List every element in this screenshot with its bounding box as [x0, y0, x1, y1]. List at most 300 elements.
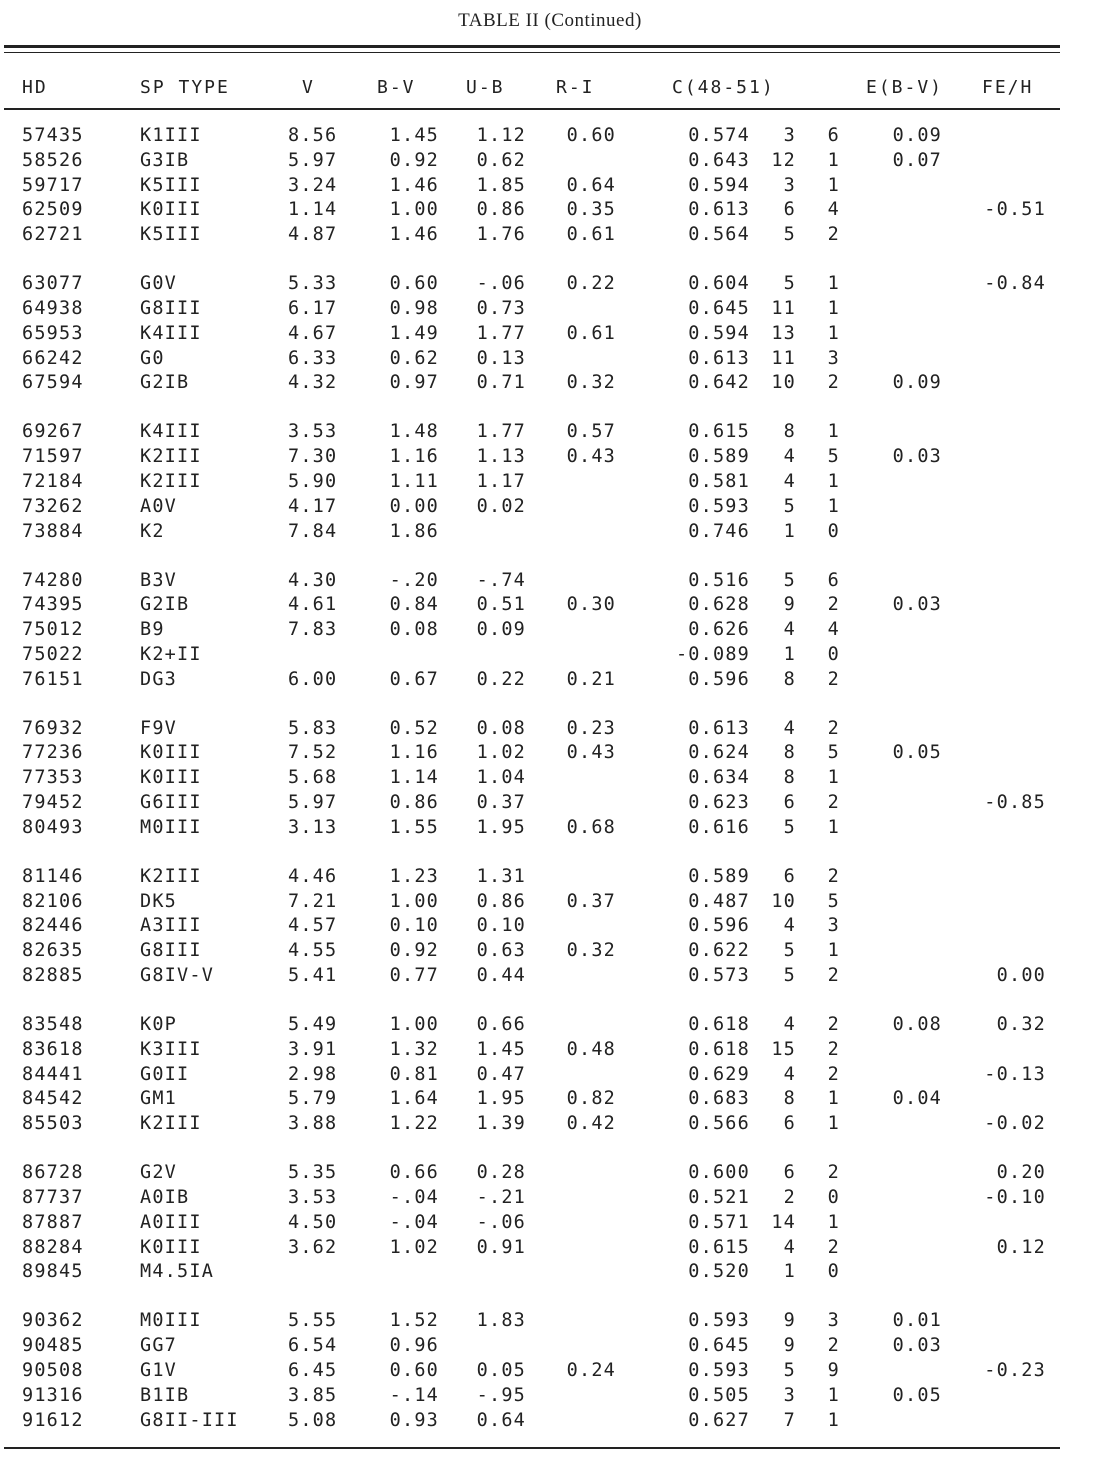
cell-b-v: 0.60 [389, 273, 439, 295]
cell-v: 4.32 [288, 372, 338, 394]
cell-sp-type: K0III [140, 199, 202, 221]
cell-sp-type: A3III [140, 915, 202, 937]
cell-c48-51: 0.618 [688, 1038, 750, 1060]
col-header-hd: HD [22, 77, 48, 98]
cell-c-count-2: 1 [827, 1384, 840, 1406]
cell-fe-h: -0.02 [984, 1113, 1046, 1135]
cell-b-v: 0.52 [389, 717, 439, 739]
cell-b-v: 0.77 [389, 965, 439, 987]
cell-hd: 81146 [22, 865, 84, 887]
cell-sp-type: G1V [140, 1359, 178, 1381]
table-body [0, 124, 1100, 1433]
cell-r-i: 0.42 [566, 1113, 616, 1135]
cell-hd: 76151 [22, 668, 84, 690]
cell-hd: 66242 [22, 347, 84, 369]
cell-c48-51: 0.623 [688, 792, 750, 814]
table-row [0, 643, 1100, 668]
cell-c-count-2: 0 [827, 1187, 840, 1208]
cell-b-v: 0.86 [389, 792, 439, 814]
cell-sp-type: K2III [140, 470, 202, 492]
cell-r-i: 0.30 [566, 594, 616, 616]
cell-u-b: 1.77 [476, 322, 526, 344]
cell-sp-type: G2V [140, 1162, 178, 1184]
cell-c48-51: 0.634 [688, 767, 750, 789]
cell-v: 6.33 [288, 347, 338, 369]
cell-c-count-2: 5 [827, 742, 840, 764]
cell-fe-h: -0.51 [984, 199, 1046, 221]
cell-r-i: 0.37 [566, 890, 616, 912]
cell-c48-51: 0.645 [688, 1335, 750, 1357]
cell-u-b: 0.62 [476, 149, 526, 171]
cell-r-i: 0.48 [566, 1038, 616, 1060]
cell-c-count-1: 1 [783, 643, 796, 665]
cell-c48-51: 0.615 [688, 1236, 750, 1258]
cell-b-v: 1.45 [389, 125, 439, 146]
cell-sp-type: K2+II [140, 643, 202, 665]
cell-v: 7.84 [288, 520, 338, 542]
cell-v: 6.54 [288, 1335, 338, 1357]
cell-fe-h: 0.00 [996, 965, 1046, 987]
cell-b-v: 0.62 [389, 347, 439, 369]
cell-e-b-v: 0.05 [892, 742, 942, 764]
cell-c-count-1: 4 [783, 446, 796, 468]
cell-u-b: -.74 [476, 569, 526, 591]
cell-u-b: 0.02 [476, 495, 526, 517]
cell-hd: 90485 [22, 1335, 84, 1357]
cell-b-v: 0.96 [389, 1335, 439, 1357]
table-row [0, 1186, 1100, 1211]
cell-r-i: 0.68 [566, 816, 616, 838]
cell-c48-51: 0.643 [688, 149, 750, 171]
cell-b-v: 1.16 [389, 742, 439, 764]
cell-v: 4.67 [288, 322, 338, 344]
cell-b-v: 0.67 [389, 668, 439, 690]
cell-b-v: 0.92 [389, 940, 439, 962]
cell-c-count-2: 1 [827, 149, 840, 171]
cell-sp-type: K0III [140, 767, 202, 789]
table-row [0, 1211, 1100, 1236]
cell-hd: 91316 [22, 1384, 84, 1406]
cell-sp-type: G0II [140, 1063, 190, 1085]
cell-u-b: 0.86 [476, 199, 526, 221]
cell-r-i: 0.60 [566, 125, 616, 146]
cell-b-v: 1.48 [389, 421, 439, 443]
table-row [0, 618, 1100, 643]
cell-r-i: 0.64 [566, 174, 616, 196]
cell-c-count-1: 3 [783, 1384, 796, 1406]
cell-c-count-1: 5 [783, 816, 796, 838]
cell-v: 5.33 [288, 273, 338, 295]
cell-v: 7.52 [288, 742, 338, 764]
table-row [0, 124, 1100, 149]
cell-b-v: 1.00 [389, 1014, 439, 1036]
cell-r-i: 0.23 [566, 717, 616, 739]
cell-c-count-2: 1 [827, 1088, 840, 1110]
cell-fe-h: -0.13 [984, 1063, 1046, 1085]
table-row [0, 1236, 1100, 1261]
cell-sp-type: K2III [140, 1113, 202, 1135]
cell-v: 3.62 [288, 1236, 338, 1258]
cell-r-i: 0.32 [566, 372, 616, 394]
table-row [0, 569, 1100, 594]
cell-c-count-2: 6 [827, 569, 840, 591]
cell-c48-51: 0.604 [688, 273, 750, 295]
cell-fe-h: 0.32 [996, 1014, 1046, 1036]
cell-c-count-1: 5 [783, 224, 796, 246]
cell-c48-51: 0.613 [688, 199, 750, 221]
table-row [0, 445, 1100, 470]
cell-u-b: 0.09 [476, 619, 526, 641]
cell-b-v: 1.02 [389, 1236, 439, 1258]
table-row [0, 174, 1100, 199]
cell-v: 5.55 [288, 1310, 338, 1332]
cell-c48-51: 0.566 [688, 1113, 750, 1135]
cell-e-b-v: 0.09 [892, 372, 942, 394]
cell-hd: 83548 [22, 1014, 84, 1036]
cell-hd: 84441 [22, 1063, 84, 1085]
cell-c-count-2: 3 [827, 347, 840, 369]
cell-b-v: 1.46 [389, 224, 439, 246]
cell-c48-51: 0.615 [688, 421, 750, 443]
cell-c48-51: -0.089 [675, 643, 750, 665]
cell-c-count-1: 5 [783, 940, 796, 962]
cell-c-count-2: 6 [827, 125, 840, 146]
cell-b-v: 0.98 [389, 297, 439, 319]
cell-v: 3.53 [288, 421, 338, 443]
cell-u-b: 1.83 [476, 1310, 526, 1332]
table-row [0, 964, 1100, 989]
cell-u-b: -.21 [476, 1187, 526, 1208]
cell-u-b: 0.05 [476, 1359, 526, 1381]
cell-b-v: 0.97 [389, 372, 439, 394]
cell-c-count-1: 4 [783, 1063, 796, 1085]
cell-c-count-2: 2 [827, 372, 840, 394]
cell-hd: 75012 [22, 619, 84, 641]
cell-sp-type: GG7 [140, 1335, 178, 1357]
top-rule-thick [4, 45, 1060, 48]
cell-v: 4.30 [288, 569, 338, 591]
cell-c-count-2: 1 [827, 470, 840, 492]
cell-sp-type: M0III [140, 816, 202, 838]
cell-b-v: 0.66 [389, 1162, 439, 1184]
cell-v: 7.21 [288, 890, 338, 912]
cell-u-b: 1.13 [476, 446, 526, 468]
cell-hd: 62509 [22, 199, 84, 221]
cell-r-i: 0.32 [566, 940, 616, 962]
cell-u-b: 0.86 [476, 890, 526, 912]
cell-u-b: 0.63 [476, 940, 526, 962]
cell-hd: 59717 [22, 174, 84, 196]
cell-fe-h: -0.23 [984, 1359, 1046, 1381]
table-row [0, 470, 1100, 495]
cell-c-count-2: 1 [827, 322, 840, 344]
cell-r-i: 0.61 [566, 322, 616, 344]
cell-c-count-1: 4 [783, 1014, 796, 1036]
header-rule [4, 108, 1060, 110]
cell-b-v: 1.16 [389, 446, 439, 468]
cell-c-count-2: 3 [827, 1310, 840, 1332]
cell-c-count-1: 8 [783, 421, 796, 443]
cell-e-b-v: 0.09 [892, 125, 942, 146]
cell-c-count-2: 2 [827, 1038, 840, 1060]
cell-u-b: -.95 [476, 1384, 526, 1406]
cell-sp-type: B1IB [140, 1384, 190, 1406]
table-row [0, 1087, 1100, 1112]
cell-b-v: 1.52 [389, 1310, 439, 1332]
cell-hd: 84542 [22, 1088, 84, 1110]
cell-b-v: 1.64 [389, 1088, 439, 1110]
cell-b-v: -.04 [389, 1211, 439, 1233]
cell-c48-51: 0.622 [688, 940, 750, 962]
top-rule-thin [4, 52, 1060, 53]
cell-c-count-2: 2 [827, 594, 840, 616]
cell-hd: 64938 [22, 297, 84, 319]
cell-c-count-2: 1 [827, 1409, 840, 1431]
cell-v: 5.08 [288, 1409, 338, 1431]
cell-c-count-1: 4 [783, 619, 796, 641]
cell-c48-51: 0.593 [688, 1310, 750, 1332]
cell-c-count-2: 1 [827, 1113, 840, 1135]
cell-u-b: 1.95 [476, 816, 526, 838]
cell-sp-type: G0V [140, 273, 178, 295]
cell-hd: 74280 [22, 569, 84, 591]
cell-v: 2.98 [288, 1063, 338, 1085]
cell-sp-type: G2IB [140, 372, 190, 394]
cell-v: 5.68 [288, 767, 338, 789]
cell-b-v: 1.11 [389, 470, 439, 492]
cell-b-v: 0.92 [389, 149, 439, 171]
table-title: TABLE II (Continued) [458, 10, 642, 31]
cell-v: 3.13 [288, 816, 338, 838]
cell-r-i: 0.21 [566, 668, 616, 690]
cell-hd: 90362 [22, 1310, 84, 1332]
col-header-sp-type: SP TYPE [140, 77, 230, 98]
table-row [0, 791, 1100, 816]
cell-hd: 87887 [22, 1211, 84, 1233]
cell-sp-type: DG3 [140, 668, 178, 690]
cell-sp-type: G8III [140, 940, 202, 962]
table-row [0, 371, 1100, 396]
cell-c-count-2: 2 [827, 1335, 840, 1357]
cell-c-count-1: 4 [783, 717, 796, 739]
table-row [0, 1334, 1100, 1359]
cell-sp-type: B9 [140, 619, 165, 641]
cell-b-v: 0.08 [389, 619, 439, 641]
cell-c48-51: 0.571 [688, 1211, 750, 1233]
cell-c-count-1: 1 [783, 520, 796, 542]
cell-c-count-1: 8 [783, 668, 796, 690]
cell-c48-51: 0.574 [688, 125, 750, 146]
table-row [0, 865, 1100, 890]
cell-hd: 73884 [22, 520, 84, 542]
cell-sp-type: G3IB [140, 149, 190, 171]
cell-fe-h: 0.20 [996, 1162, 1046, 1184]
cell-v: 5.49 [288, 1014, 338, 1036]
cell-c48-51: 0.589 [688, 865, 750, 887]
cell-c-count-1: 4 [783, 915, 796, 937]
cell-r-i: 0.43 [566, 742, 616, 764]
cell-c-count-1: 10 [771, 372, 796, 394]
cell-sp-type: K5III [140, 224, 202, 246]
cell-c-count-1: 15 [771, 1038, 796, 1060]
bottom-rule [4, 1447, 1060, 1449]
cell-c-count-1: 3 [783, 174, 796, 196]
cell-e-b-v: 0.03 [892, 446, 942, 468]
cell-b-v: 1.23 [389, 865, 439, 887]
cell-v: 4.61 [288, 594, 338, 616]
cell-c-count-1: 3 [783, 125, 796, 146]
cell-hd: 74395 [22, 594, 84, 616]
cell-hd: 67594 [22, 372, 84, 394]
table-header [0, 76, 1100, 102]
cell-c-count-2: 1 [827, 940, 840, 962]
cell-hd: 73262 [22, 495, 84, 517]
cell-c48-51: 0.624 [688, 742, 750, 764]
cell-sp-type: G0 [140, 347, 165, 369]
cell-sp-type: K0P [140, 1014, 178, 1036]
cell-c-count-2: 2 [827, 1162, 840, 1184]
cell-c-count-1: 6 [783, 199, 796, 221]
cell-v: 3.53 [288, 1187, 338, 1208]
cell-c-count-1: 11 [771, 297, 796, 319]
cell-u-b: 1.76 [476, 224, 526, 246]
cell-hd: 57435 [22, 125, 84, 146]
cell-u-b: 0.64 [476, 1409, 526, 1431]
cell-r-i: 0.24 [566, 1359, 616, 1381]
cell-c-count-1: 7 [783, 1409, 796, 1431]
cell-c-count-2: 3 [827, 915, 840, 937]
table-row [0, 1359, 1100, 1384]
cell-c48-51: 0.613 [688, 717, 750, 739]
cell-c-count-1: 5 [783, 965, 796, 987]
cell-r-i: 0.61 [566, 224, 616, 246]
cell-v: 3.85 [288, 1384, 338, 1406]
table-row [0, 1013, 1100, 1038]
cell-c-count-2: 2 [827, 1014, 840, 1036]
cell-b-v: 1.22 [389, 1113, 439, 1135]
cell-hd: 72184 [22, 470, 84, 492]
cell-fe-h: 0.12 [996, 1236, 1046, 1258]
table-row [0, 1063, 1100, 1088]
cell-c-count-2: 1 [827, 273, 840, 295]
cell-e-b-v: 0.08 [892, 1014, 942, 1036]
cell-c-count-1: 6 [783, 1113, 796, 1135]
cell-c48-51: 0.642 [688, 372, 750, 394]
cell-c-count-1: 5 [783, 273, 796, 295]
cell-c-count-2: 1 [827, 174, 840, 196]
cell-v: 4.87 [288, 224, 338, 246]
cell-v: 8.56 [288, 125, 338, 146]
table-row [0, 593, 1100, 618]
table-row [0, 495, 1100, 520]
cell-hd: 85503 [22, 1113, 84, 1135]
cell-c48-51: 0.618 [688, 1014, 750, 1036]
cell-u-b: -.06 [476, 1211, 526, 1233]
cell-u-b: 1.31 [476, 865, 526, 887]
cell-b-v: 1.00 [389, 199, 439, 221]
cell-c-count-1: 9 [783, 594, 796, 616]
cell-b-v: 1.55 [389, 816, 439, 838]
table-row [0, 1260, 1100, 1285]
cell-sp-type: A0III [140, 1211, 202, 1233]
cell-u-b: 0.71 [476, 372, 526, 394]
cell-c-count-2: 9 [827, 1359, 840, 1381]
cell-u-b: 0.28 [476, 1162, 526, 1184]
cell-u-b: 0.51 [476, 594, 526, 616]
cell-c48-51: 0.594 [688, 174, 750, 196]
table-row [0, 149, 1100, 174]
cell-c48-51: 0.564 [688, 224, 750, 246]
col-header-fe-h: FE/H [982, 77, 1034, 98]
cell-u-b: 0.91 [476, 1236, 526, 1258]
cell-sp-type: M4.5IA [140, 1261, 215, 1283]
cell-c48-51: 0.573 [688, 965, 750, 987]
table-row [0, 1161, 1100, 1186]
cell-b-v: 1.46 [389, 174, 439, 196]
cell-c-count-1: 4 [783, 470, 796, 492]
cell-v: 5.41 [288, 965, 338, 987]
cell-v: 5.79 [288, 1088, 338, 1110]
cell-b-v: 0.84 [389, 594, 439, 616]
cell-c-count-2: 2 [827, 792, 840, 814]
table-row [0, 198, 1100, 223]
cell-c-count-1: 8 [783, 1088, 796, 1110]
cell-c-count-2: 5 [827, 446, 840, 468]
table-row [0, 1409, 1100, 1434]
cell-c-count-2: 2 [827, 1063, 840, 1085]
cell-c-count-2: 4 [827, 199, 840, 221]
cell-c-count-2: 1 [827, 297, 840, 319]
cell-u-b: 1.77 [476, 421, 526, 443]
cell-b-v: -.20 [389, 569, 439, 591]
cell-c-count-2: 4 [827, 619, 840, 641]
cell-sp-type: G8II-III [140, 1409, 239, 1431]
cell-c48-51: 0.589 [688, 446, 750, 468]
cell-v: 4.55 [288, 940, 338, 962]
cell-u-b: 0.66 [476, 1014, 526, 1036]
cell-v: 5.90 [288, 470, 338, 492]
cell-c-count-1: 13 [771, 322, 796, 344]
cell-c-count-1: 4 [783, 1236, 796, 1258]
cell-r-i: 0.57 [566, 421, 616, 443]
cell-c48-51: 0.629 [688, 1063, 750, 1085]
cell-c48-51: 0.516 [688, 569, 750, 591]
cell-c-count-2: 2 [827, 865, 840, 887]
col-header-r-i: R-I [556, 77, 595, 98]
cell-sp-type: GM1 [140, 1088, 178, 1110]
cell-b-v: 1.49 [389, 322, 439, 344]
cell-hd: 82635 [22, 940, 84, 962]
cell-c-count-2: 5 [827, 890, 840, 912]
cell-v: 6.45 [288, 1359, 338, 1381]
cell-v: 3.91 [288, 1038, 338, 1060]
cell-e-b-v: 0.03 [892, 594, 942, 616]
cell-sp-type: K1III [140, 125, 202, 146]
cell-fe-h: -0.10 [984, 1187, 1046, 1208]
cell-hd: 87737 [22, 1187, 84, 1208]
cell-v: 7.83 [288, 619, 338, 641]
table-row [0, 1384, 1100, 1409]
cell-r-i: 0.43 [566, 446, 616, 468]
cell-v: 4.57 [288, 915, 338, 937]
cell-v: 1.14 [288, 199, 338, 221]
cell-hd: 90508 [22, 1359, 84, 1381]
table-row [0, 939, 1100, 964]
cell-c-count-2: 2 [827, 224, 840, 246]
table-row [0, 890, 1100, 915]
cell-c-count-1: 2 [783, 1187, 796, 1208]
cell-c-count-2: 1 [827, 421, 840, 443]
